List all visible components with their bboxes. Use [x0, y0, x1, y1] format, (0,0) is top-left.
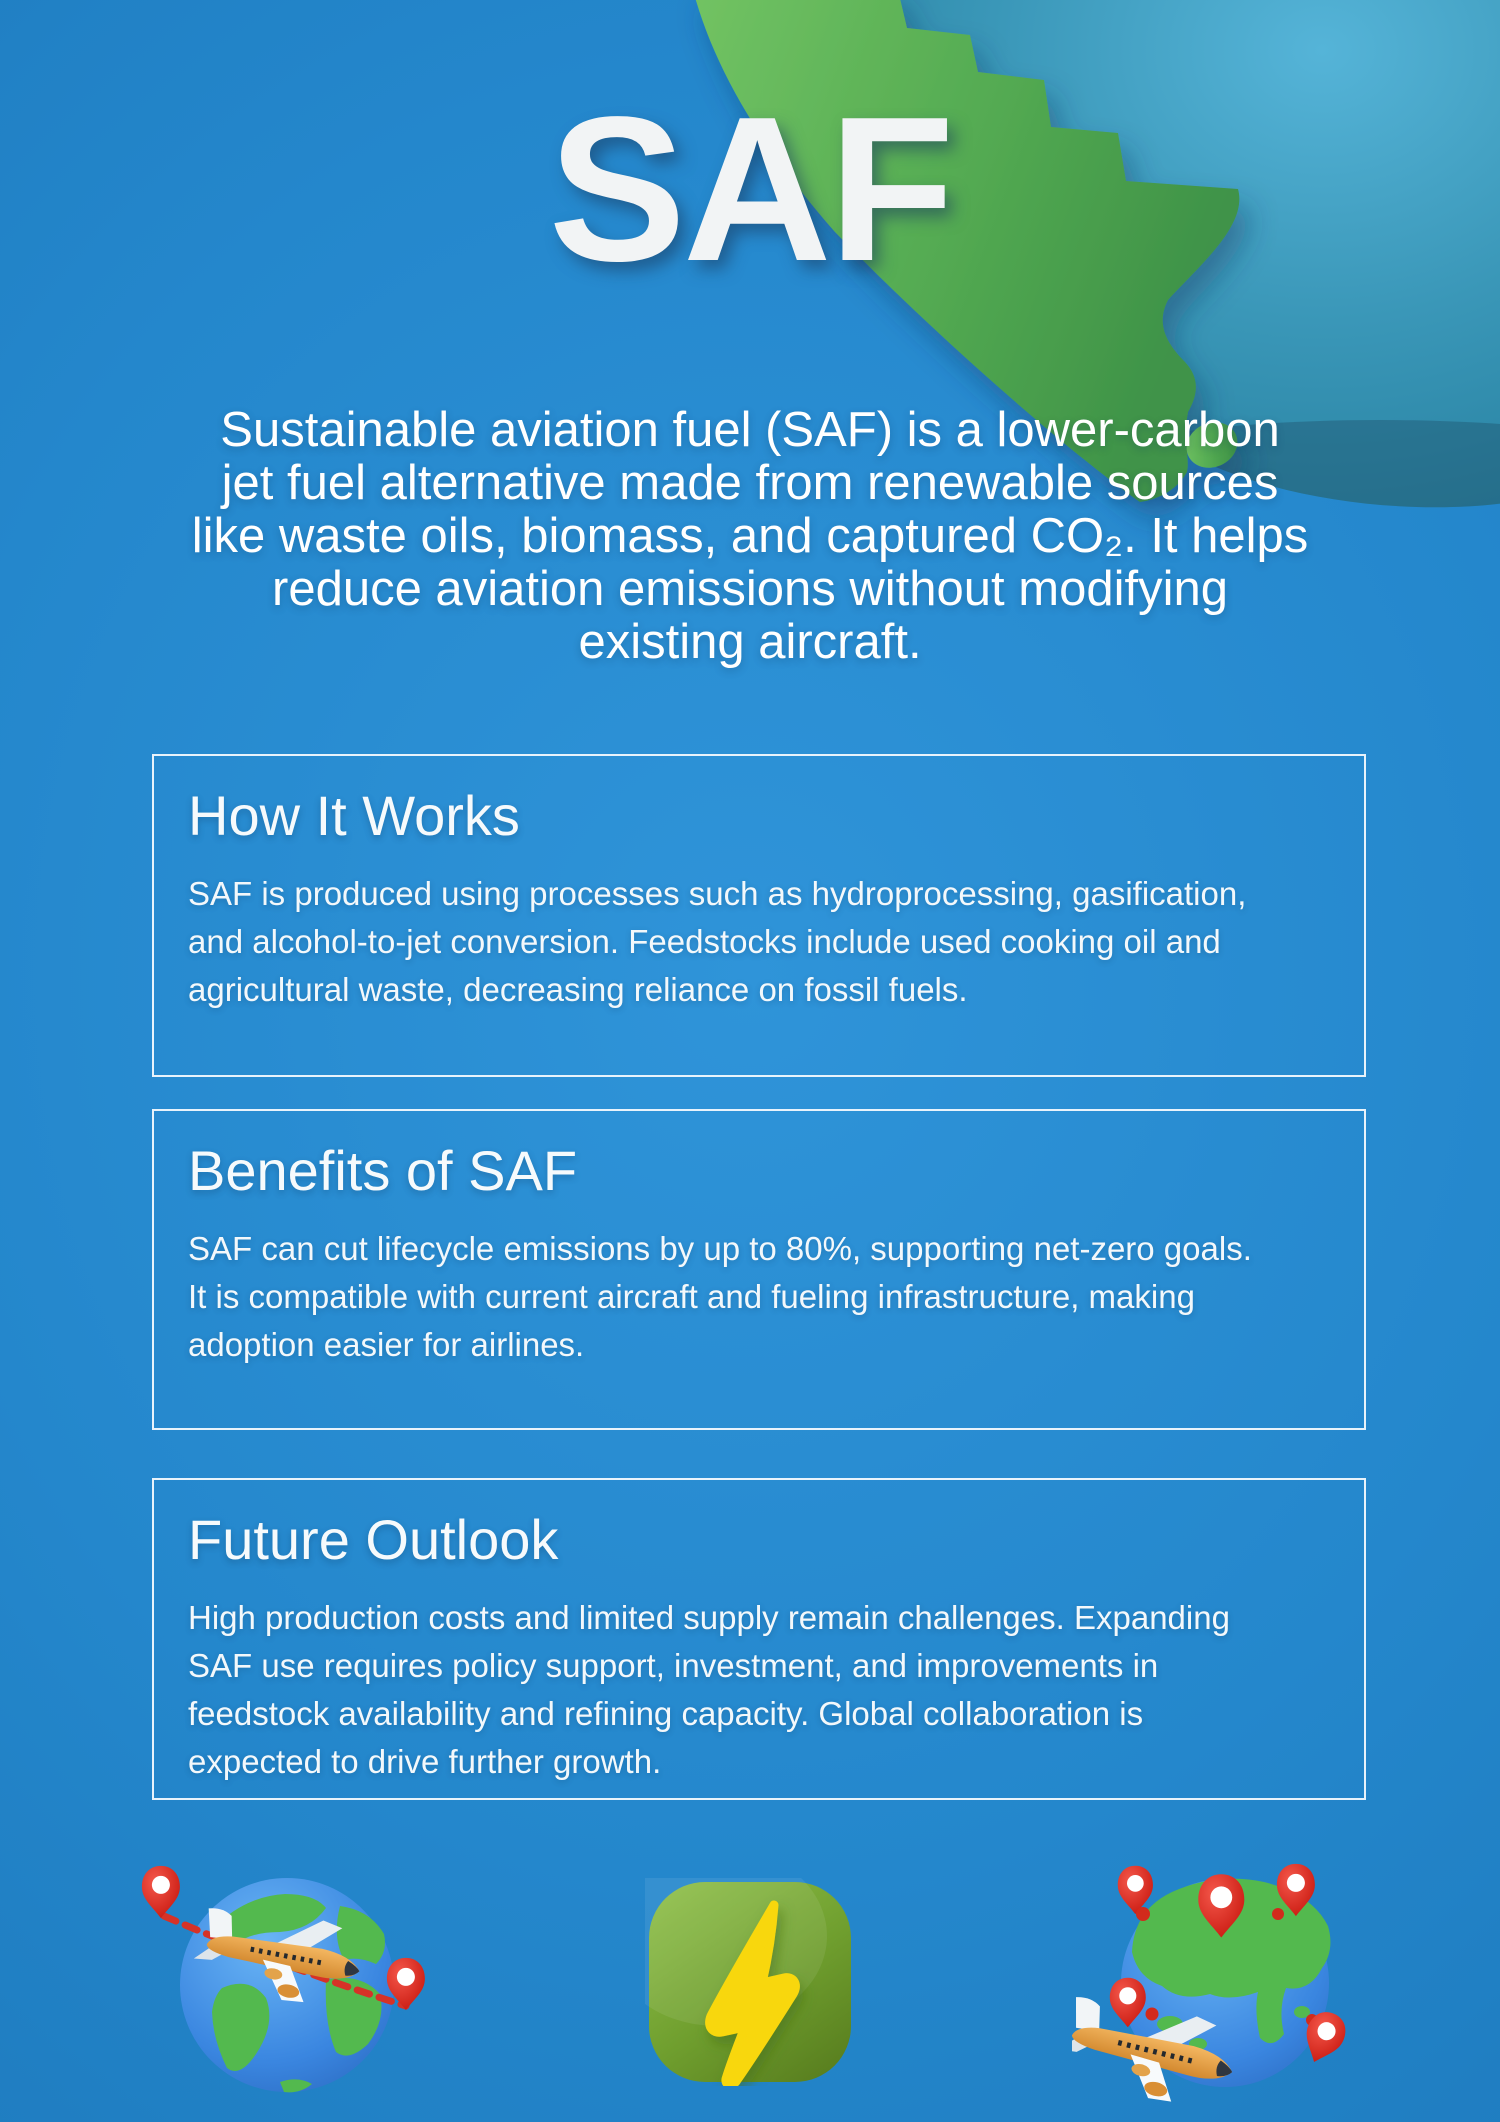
section-card-future-outlook	[152, 1478, 1366, 1800]
pin-dot	[1272, 1908, 1284, 1920]
section-title: How It Works	[188, 784, 520, 847]
section-body: High production costs and limited supply remain challenges. Expanding SAF use requires policy support, investment, and improvements in feedstock availability and refining capacity. Global collaboration is expected to drive further growth.	[188, 1599, 1230, 1781]
section-title: Future Outlook	[188, 1508, 559, 1571]
globe-airplane-route-icon	[130, 1858, 450, 2108]
section-card-benefits	[152, 1109, 1366, 1430]
section-body: SAF can cut lifecycle emissions by up to 80%, supporting net-zero goals. It is compatible with current aircraft and fueling infrastructure, making adoption easier for airlines.	[188, 1230, 1252, 1364]
poster-title: SAF	[548, 74, 952, 304]
location-pin-icon	[1118, 1866, 1153, 1914]
section-body: SAF is produced using processes such as hydroprocessing, gasification, and alcohol-to-jet conversion. Feedstocks include used cooking oil and agricultural waste, decreasing reliance on fossil fuels.	[188, 875, 1247, 1009]
pin-dot	[1136, 1907, 1150, 1921]
section-title: Benefits of SAF	[188, 1139, 578, 1202]
intro-text: Sustainable aviation fuel (SAF) is a lower-carbon jet fuel alternative made from renewable sources like waste oils, biomass, and captured CO₂. It helps reduce aviation emissions without modifying existing aircraft.	[191, 403, 1309, 669]
location-pin-icon	[142, 1866, 180, 1918]
renewable-energy-icon	[645, 1878, 855, 2086]
globe-destination-pins-icon	[1072, 1852, 1412, 2112]
pin-dot	[1146, 2008, 1159, 2021]
section-card-how-it-works	[152, 754, 1366, 1077]
